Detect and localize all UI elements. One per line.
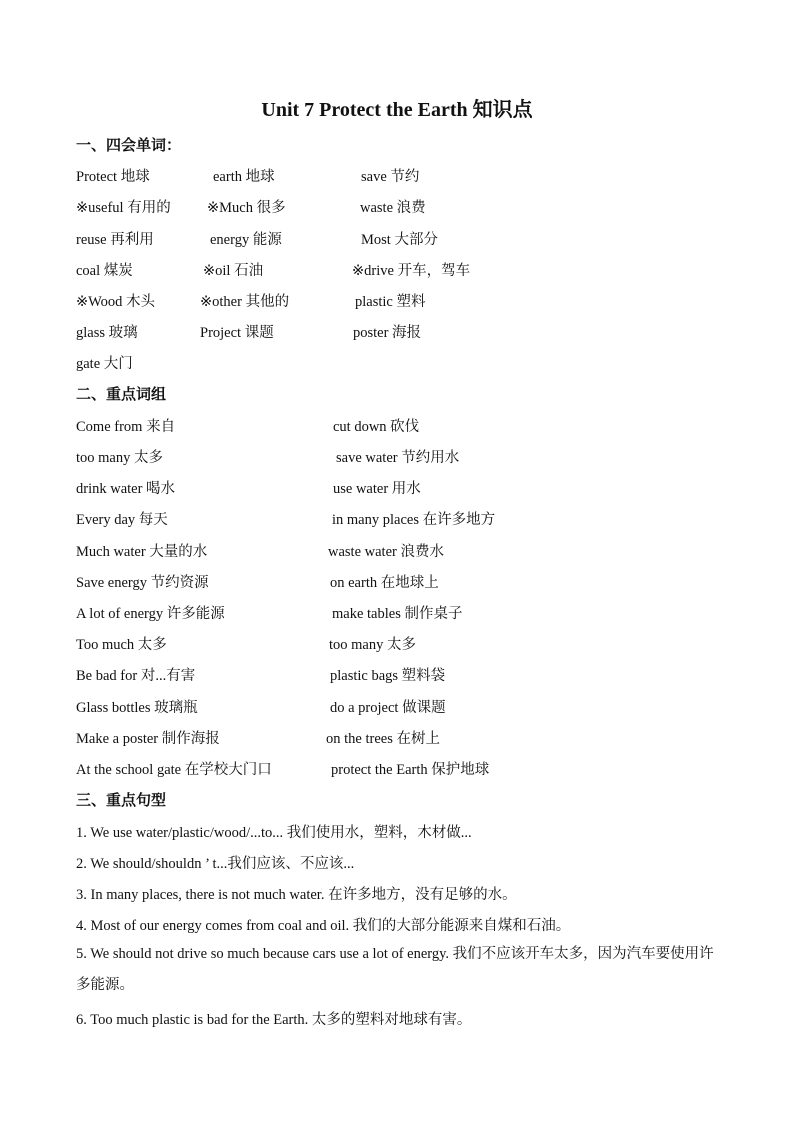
sentence-item: 6. Too much plastic is bad for the Earth. 太多的塑料对地球有害。 — [76, 1012, 472, 1028]
vocab-item: gate 大门 — [76, 356, 133, 372]
vocab-row — [0, 352, 794, 374]
vocab-row — [0, 290, 794, 312]
vocab-item: ※useful 有用的 — [76, 200, 171, 216]
phrase-item: A lot of energy 许多能源 — [76, 606, 225, 622]
phrase-item: too many 太多 — [329, 637, 416, 653]
section-heading-words: 一、四会单词： — [76, 136, 182, 154]
phrase-item: on the trees 在树上 — [326, 731, 440, 747]
vocab-row — [0, 165, 794, 187]
vocab-item: waste 浪费 — [360, 200, 426, 216]
vocab-item: ※oil 石油 — [203, 263, 264, 279]
phrase-row — [0, 540, 794, 562]
sentence-item: 5. We should not drive so much because cars use a lot of energy. 我们不应该开车太多，因为汽车要使用许多能源。 — [76, 946, 714, 993]
phrase-item: Come from 来自 — [76, 419, 176, 435]
phrase-item: use water 用水 — [333, 481, 421, 497]
phrase-item: plastic bags 塑料袋 — [330, 668, 446, 684]
phrase-item: too many 太多 — [76, 450, 163, 466]
phrase-item: on earth 在地球上 — [330, 575, 439, 591]
vocab-item: ※drive 开车，驾车 — [352, 263, 471, 279]
phrase-item: do a project 做课题 — [330, 700, 446, 716]
phrase-item: protect the Earth 保护地球 — [331, 762, 490, 778]
phrase-item: drink water 喝水 — [76, 481, 176, 497]
phrase-item: Every day 每天 — [76, 512, 168, 528]
page-title: Unit 7 Protect the Earth 知识点 — [261, 99, 533, 121]
phrase-row — [0, 602, 794, 624]
phrase-item: Too much 太多 — [76, 637, 167, 653]
phrase-item: Make a poster 制作海报 — [76, 731, 220, 747]
phrase-row — [0, 446, 794, 468]
vocab-item: ※Much 很多 — [207, 200, 286, 216]
vocab-item: save 节约 — [361, 169, 420, 185]
sentence-item: 2. We should/shouldn ’ t...我们应该、不应该... — [76, 856, 355, 872]
phrase-row — [0, 508, 794, 530]
phrase-item: in many places 在许多地方 — [332, 512, 496, 528]
sentence-item: 4. Most of our energy comes from coal and oil. 我们的大部分能源来自煤和石油。 — [76, 918, 571, 934]
phrase-item: waste water 浪费水 — [328, 544, 444, 560]
vocab-item: glass 玻璃 — [76, 325, 138, 341]
phrase-item: At the school gate 在学校大门口 — [76, 762, 272, 778]
phrase-item: Glass bottles 玻璃瓶 — [76, 700, 198, 716]
phrase-item: Be bad for 对...有害 — [76, 668, 196, 684]
vocab-row — [0, 228, 794, 250]
sentence-item: 3. In many places, there is not much water. 在许多地方，没有足够的水。 — [76, 887, 517, 903]
section-heading-sentences: 三、重点句型 — [76, 791, 167, 809]
phrase-item: save water 节约用水 — [336, 450, 460, 466]
vocab-item: earth 地球 — [213, 169, 275, 185]
phrase-row — [0, 633, 794, 655]
vocab-item: Protect 地球 — [76, 169, 150, 185]
phrase-row — [0, 571, 794, 593]
vocab-row — [0, 196, 794, 218]
vocab-item: ※other 其他的 — [200, 294, 290, 310]
phrase-item: make tables 制作桌子 — [332, 606, 463, 622]
phrase-item: Save energy 节约资源 — [76, 575, 209, 591]
phrase-row — [0, 727, 794, 749]
phrase-item: cut down 砍伐 — [333, 419, 420, 435]
vocab-item: energy 能源 — [210, 232, 282, 248]
vocab-row — [0, 321, 794, 343]
phrase-row — [0, 696, 794, 718]
vocab-item: reuse 再利用 — [76, 232, 154, 248]
vocab-item: coal 煤炭 — [76, 263, 133, 279]
section-heading-phrases: 二、重点词组 — [76, 385, 167, 403]
phrase-row — [0, 758, 794, 780]
phrase-item: Much water 大量的水 — [76, 544, 208, 560]
sentence-item: 1. We use water/plastic/wood/...to... 我们使用水，塑料，木材做... — [76, 825, 472, 841]
vocab-item: poster 海报 — [353, 325, 422, 341]
phrase-row — [0, 477, 794, 499]
vocab-item: Project 课题 — [200, 325, 274, 341]
vocab-row — [0, 259, 794, 281]
phrase-row — [0, 415, 794, 437]
vocab-item: plastic 塑料 — [355, 294, 426, 310]
vocab-item: ※Wood 木头 — [76, 294, 156, 310]
phrase-row — [0, 664, 794, 686]
vocab-item: Most 大部分 — [361, 232, 438, 248]
